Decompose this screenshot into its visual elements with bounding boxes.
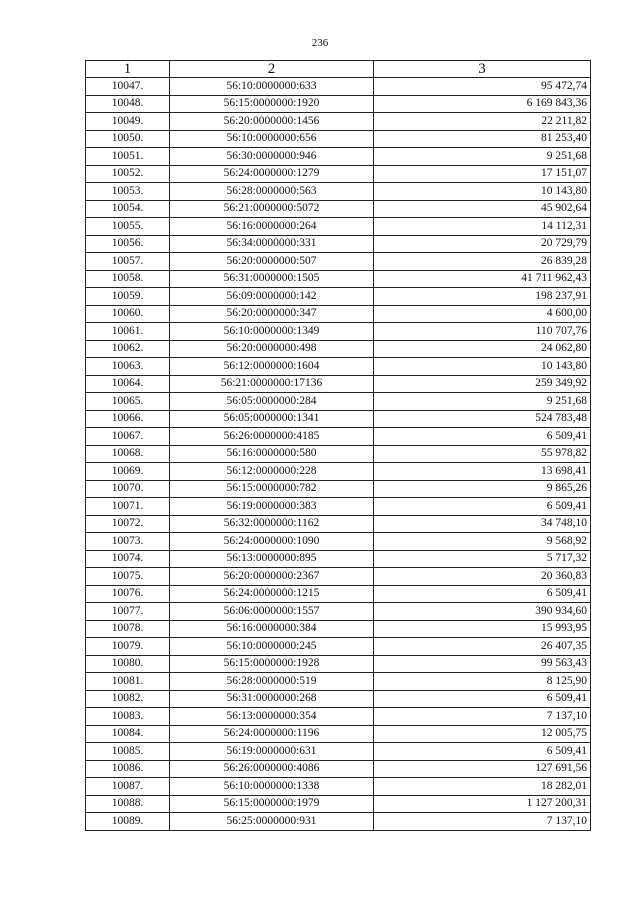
row-number: 10086.	[86, 760, 170, 778]
table-row	[86, 480, 591, 498]
value-cell: 127 691,56	[374, 760, 591, 778]
row-number: 10083.	[86, 708, 170, 726]
row-number: 10049.	[86, 113, 170, 131]
cadastral-number: 56:21:0000000:5072	[170, 200, 374, 218]
row-number: 10063.	[86, 358, 170, 376]
cadastral-number: 56:16:0000000:580	[170, 445, 374, 463]
table-row	[86, 725, 591, 743]
value-cell: 198 237,91	[374, 288, 591, 306]
value-cell: 6 169 843,36	[374, 95, 591, 113]
cadastral-number: 56:20:0000000:1456	[170, 113, 374, 131]
value-cell: 20 729,79	[374, 235, 591, 253]
table-row	[86, 393, 591, 411]
row-number: 10052.	[86, 165, 170, 183]
value-cell: 524 783,48	[374, 410, 591, 428]
cadastral-number: 56:20:0000000:498	[170, 340, 374, 358]
cadastral-number: 56:15:0000000:1928	[170, 655, 374, 673]
cadastral-number: 56:19:0000000:631	[170, 743, 374, 761]
row-number: 10084.	[86, 725, 170, 743]
table-row	[86, 270, 591, 288]
row-number: 10080.	[86, 655, 170, 673]
cadastral-number: 56:24:0000000:1215	[170, 585, 374, 603]
cadastral-number: 56:05:0000000:1341	[170, 410, 374, 428]
table-row	[86, 445, 591, 463]
value-cell: 18 282,01	[374, 778, 591, 796]
value-cell: 55 978,82	[374, 445, 591, 463]
table-row	[86, 130, 591, 148]
row-number: 10048.	[86, 95, 170, 113]
table-row	[86, 760, 591, 778]
table-row	[86, 183, 591, 201]
value-cell: 20 360,83	[374, 568, 591, 586]
table-row	[86, 113, 591, 131]
value-cell: 7 137,10	[374, 813, 591, 831]
table-row	[86, 323, 591, 341]
page-number: 236	[311, 37, 329, 49]
value-cell: 34 748,10	[374, 515, 591, 533]
column-header-2: 2	[170, 61, 374, 78]
value-cell: 17 151,07	[374, 165, 591, 183]
cadastral-number: 56:24:0000000:1196	[170, 725, 374, 743]
cadastral-number: 56:06:0000000:1557	[170, 603, 374, 621]
value-cell: 99 563,43	[374, 655, 591, 673]
row-number: 10073.	[86, 533, 170, 551]
cadastral-number: 56:28:0000000:563	[170, 183, 374, 201]
row-number: 10061.	[86, 323, 170, 341]
row-number: 10078.	[86, 620, 170, 638]
table-row	[86, 690, 591, 708]
table-row	[86, 515, 591, 533]
cadastral-number: 56:28:0000000:519	[170, 673, 374, 691]
value-cell: 95 472,74	[374, 78, 591, 96]
table-row	[86, 288, 591, 306]
table-row	[86, 218, 591, 236]
value-cell: 6 509,41	[374, 690, 591, 708]
value-cell: 6 509,41	[374, 743, 591, 761]
cadastral-number: 56:09:0000000:142	[170, 288, 374, 306]
cadastral-number: 56:16:0000000:264	[170, 218, 374, 236]
row-number: 10058.	[86, 270, 170, 288]
cadastral-table	[85, 60, 591, 831]
cadastral-number: 56:24:0000000:1279	[170, 165, 374, 183]
value-cell: 41 711 962,43	[374, 270, 591, 288]
value-cell: 10 143,80	[374, 358, 591, 376]
cadastral-number: 56:10:0000000:656	[170, 130, 374, 148]
row-number: 10089.	[86, 813, 170, 831]
table-row	[86, 200, 591, 218]
cadastral-number: 56:13:0000000:895	[170, 550, 374, 568]
table-row	[86, 498, 591, 516]
row-number: 10087.	[86, 778, 170, 796]
row-number: 10068.	[86, 445, 170, 463]
row-number: 10072.	[86, 515, 170, 533]
cadastral-number: 56:25:0000000:931	[170, 813, 374, 831]
value-cell: 81 253,40	[374, 130, 591, 148]
table-row	[86, 340, 591, 358]
value-cell: 4 600,00	[374, 305, 591, 323]
value-cell: 13 698,41	[374, 463, 591, 481]
value-cell: 26 839,28	[374, 253, 591, 271]
row-number: 10047.	[86, 78, 170, 96]
cadastral-number: 56:20:0000000:507	[170, 253, 374, 271]
value-cell: 110 707,76	[374, 323, 591, 341]
table-row	[86, 78, 591, 96]
row-number: 10051.	[86, 148, 170, 166]
value-cell: 6 509,41	[374, 428, 591, 446]
row-number: 10066.	[86, 410, 170, 428]
row-number: 10085.	[86, 743, 170, 761]
row-number: 10081.	[86, 673, 170, 691]
row-number: 10067.	[86, 428, 170, 446]
row-number: 10056.	[86, 235, 170, 253]
table-row	[86, 533, 591, 551]
row-number: 10062.	[86, 340, 170, 358]
row-number: 10059.	[86, 288, 170, 306]
row-number: 10057.	[86, 253, 170, 271]
table-row	[86, 795, 591, 813]
table-row	[86, 305, 591, 323]
row-number: 10075.	[86, 568, 170, 586]
row-number: 10069.	[86, 463, 170, 481]
table-row	[86, 550, 591, 568]
table-row	[86, 568, 591, 586]
table-row	[86, 463, 591, 481]
table-row	[86, 813, 591, 831]
value-cell: 22 211,82	[374, 113, 591, 131]
table-row	[86, 358, 591, 376]
row-number: 10077.	[86, 603, 170, 621]
cadastral-number: 56:21:0000000:17136	[170, 375, 374, 393]
table-row	[86, 410, 591, 428]
value-cell: 259 349,92	[374, 375, 591, 393]
table-row	[86, 95, 591, 113]
cadastral-number: 56:34:0000000:331	[170, 235, 374, 253]
cadastral-number: 56:13:0000000:354	[170, 708, 374, 726]
cadastral-number: 56:05:0000000:284	[170, 393, 374, 411]
value-cell: 6 509,41	[374, 498, 591, 516]
value-cell: 7 137,10	[374, 708, 591, 726]
cadastral-number: 56:24:0000000:1090	[170, 533, 374, 551]
cadastral-number: 56:30:0000000:946	[170, 148, 374, 166]
table-row	[86, 235, 591, 253]
cadastral-number: 56:31:0000000:268	[170, 690, 374, 708]
cadastral-number: 56:19:0000000:383	[170, 498, 374, 516]
table-row	[86, 778, 591, 796]
value-cell: 14 112,31	[374, 218, 591, 236]
cadastral-number: 56:26:0000000:4185	[170, 428, 374, 446]
value-cell: 5 717,32	[374, 550, 591, 568]
table-row	[86, 620, 591, 638]
cadastral-number: 56:10:0000000:1349	[170, 323, 374, 341]
cadastral-number: 56:12:0000000:228	[170, 463, 374, 481]
value-cell: 10 143,80	[374, 183, 591, 201]
table-row	[86, 148, 591, 166]
row-number: 10071.	[86, 498, 170, 516]
table-row	[86, 708, 591, 726]
row-number: 10079.	[86, 638, 170, 656]
cadastral-number: 56:15:0000000:1979	[170, 795, 374, 813]
row-number: 10064.	[86, 375, 170, 393]
value-cell: 45 902,64	[374, 200, 591, 218]
table-row	[86, 655, 591, 673]
value-cell: 9 251,68	[374, 393, 591, 411]
value-cell: 12 005,75	[374, 725, 591, 743]
cadastral-number: 56:16:0000000:384	[170, 620, 374, 638]
value-cell: 9 568,92	[374, 533, 591, 551]
cadastral-number: 56:31:0000000:1505	[170, 270, 374, 288]
cadastral-number: 56:20:0000000:347	[170, 305, 374, 323]
row-number: 10082.	[86, 690, 170, 708]
table-row	[86, 743, 591, 761]
table-row	[86, 603, 591, 621]
cadastral-number: 56:15:0000000:1920	[170, 95, 374, 113]
table-row	[86, 428, 591, 446]
row-number: 10050.	[86, 130, 170, 148]
value-cell: 390 934,60	[374, 603, 591, 621]
value-cell: 15 993,95	[374, 620, 591, 638]
value-cell: 26 407,35	[374, 638, 591, 656]
row-number: 10088.	[86, 795, 170, 813]
table-row	[86, 253, 591, 271]
value-cell: 1 127 200,31	[374, 795, 591, 813]
value-cell: 9 251,68	[374, 148, 591, 166]
cadastral-number: 56:20:0000000:2367	[170, 568, 374, 586]
cadastral-number: 56:10:0000000:245	[170, 638, 374, 656]
row-number: 10053.	[86, 183, 170, 201]
value-cell: 24 062,80	[374, 340, 591, 358]
row-number: 10065.	[86, 393, 170, 411]
row-number: 10054.	[86, 200, 170, 218]
column-header-1: 1	[86, 61, 170, 78]
header-row	[86, 61, 591, 78]
table-row	[86, 638, 591, 656]
table-row	[86, 585, 591, 603]
cadastral-number: 56:12:0000000:1604	[170, 358, 374, 376]
column-header-3: 3	[374, 61, 591, 78]
value-cell: 9 865,26	[374, 480, 591, 498]
cadastral-number: 56:10:0000000:633	[170, 78, 374, 96]
cadastral-number: 56:10:0000000:1338	[170, 778, 374, 796]
table-row	[86, 165, 591, 183]
table-row	[86, 375, 591, 393]
row-number: 10060.	[86, 305, 170, 323]
table-body	[86, 78, 591, 831]
value-cell: 6 509,41	[374, 585, 591, 603]
row-number: 10074.	[86, 550, 170, 568]
row-number: 10055.	[86, 218, 170, 236]
table-header	[86, 61, 591, 78]
cadastral-number: 56:32:0000000:1162	[170, 515, 374, 533]
row-number: 10070.	[86, 480, 170, 498]
cadastral-number: 56:15:0000000:782	[170, 480, 374, 498]
value-cell: 8 125,90	[374, 673, 591, 691]
cadastral-number: 56:26:0000000:4086	[170, 760, 374, 778]
table-row	[86, 673, 591, 691]
row-number: 10076.	[86, 585, 170, 603]
